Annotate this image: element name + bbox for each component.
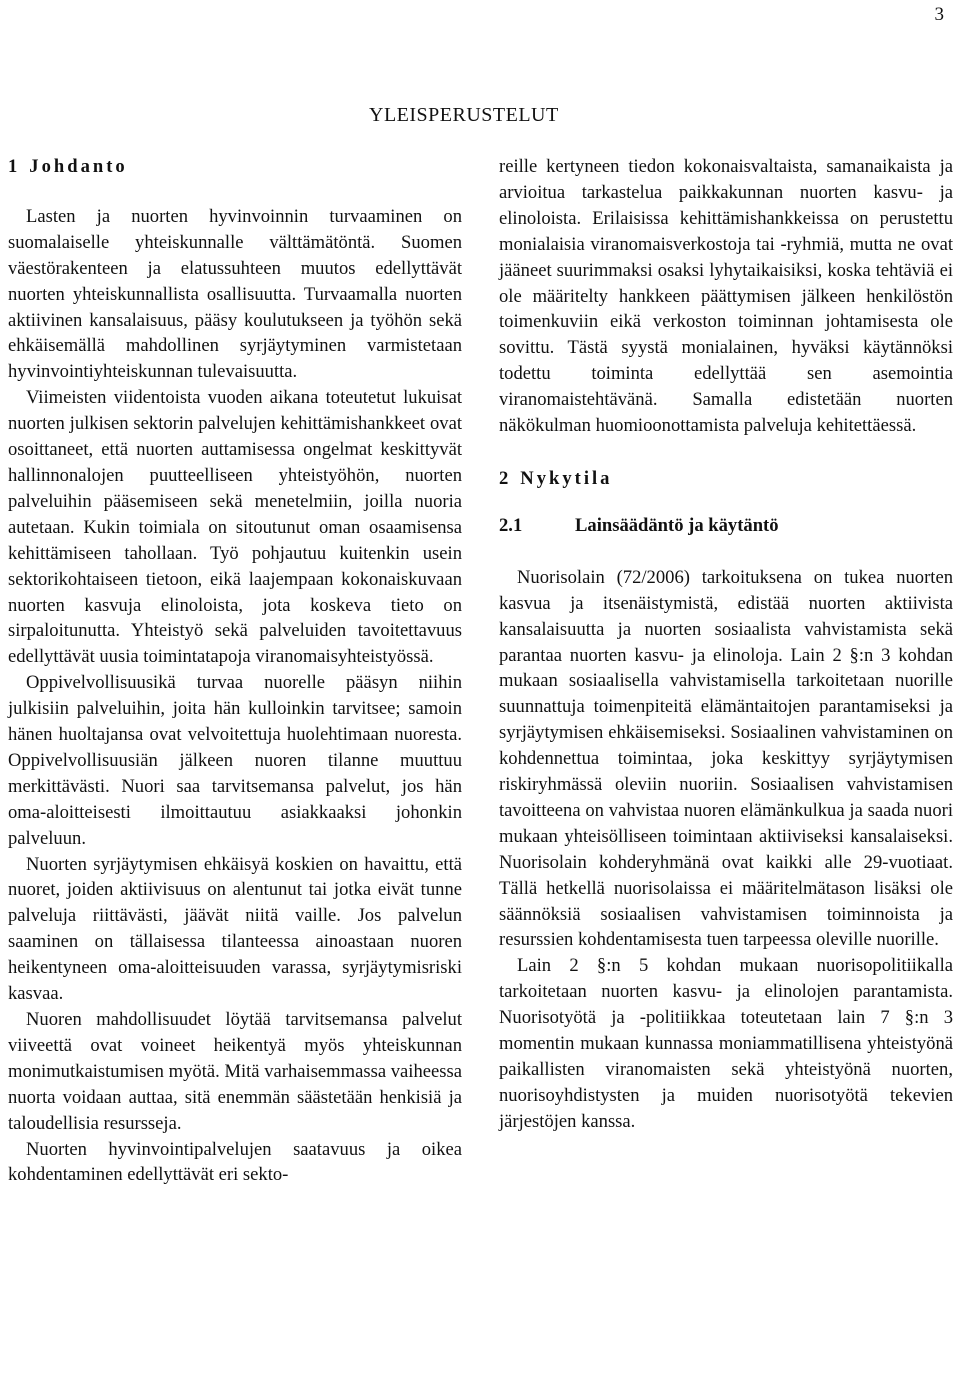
chapter-title: Johdanto — [29, 156, 128, 177]
subsection-heading — [499, 513, 953, 539]
chapter-heading — [499, 466, 953, 492]
chapter-title: Nykytila — [520, 467, 613, 489]
chapter-heading — [8, 154, 462, 180]
continuation-paragraph: reille kertyneen tiedon kokonaisvaltaista, samanaikaista ja arvioitua tarkastelua paikkakunnan nuorten kasvu- ja elinoloista. Erilaisissa kehittämishankkeissa on perustettu monialaisia viranomaisverkostoja tai -ryhmiä, mutta ne ovat jääneet suurimmaksi osaksi lyhytaikaisiksi, koska tehtäviä ei ole määritelty hankkeen päättymisen jälkeen henkilöstön toimenkuviin eikä verkoston toiminnan johtamisesta ole sovittu. Tästä syystä monialainen, hyväksi käytännöksi todettu toiminta edellyttää sen asemointia viranomaistehtävänä. Samalla edistetään nuorten näkökulman huomioonottamista palveluja kehitettäessä. — [499, 156, 953, 437]
paragraph: Lain 2 §:n 5 kohdan mukaan nuorisopolitiikalla tarkoitetaan nuorten kasvu- ja elinolojen parantamista. Nuorisotyötä ja -politiikkaa toteutetaan lain 7 §:n 3 momentin mukaan kunnassa moniammatillisena yhteistyönä paikallisten viranomaisten sekä yhteistyönä nuorten, nuorisoyhdistysten ja muiden nuorisotyötä tekevien järjestöjen kanssa. — [499, 955, 953, 1132]
paragraph: Nuorten hyvinvointipalvelujen saatavuus ja oikea kohdentaminen edellyttävät eri sekto- — [8, 1138, 462, 1186]
paragraph: Nuoren mahdollisuudet löytää tarvitsemansa palvelut viiveettä ovat voineet heikentyä myös yhteiskunnan monimutkaistumisen myötä. Mitä varhaisemmassa vaiheessa nuorta voidaan auttaa, sitä enemmän säästetään henkisiä ja taloudellisia resursseja. — [8, 1009, 462, 1134]
left-column — [8, 154, 462, 1188]
chapter-number: 2 — [499, 467, 509, 489]
paragraph: Oppivelvollisuusikä turvaa nuorelle pääsyn niihin julkisiin palveluihin, joita hän kulloinkin tarvitsee; samoin hänen huoltajansa ovat velvoitettuja huolehtimaan nuoresta. Oppivelvollisuusiän jälkeen nuoren tilanne muuttuu merkittävästi. Nuori saa tarvitsemansa palvelut, jos hän oma-aloitteisesti ilmoittautuu asiakkaaksi johonkin palveluun. — [8, 672, 462, 849]
paragraph: Nuorisolain (72/2006) tarkoituksena on tukea nuorten kasvua ja itsenäistymistä, edistää nuorten aktiivista kansalaisuutta ja nuorten sosiaalista vahvistamista sekä parantaa nuorten kasvu- ja elinoloja. Lain 2 §:n 3 kohdan mukaan sosiaalisella vahvistamisella tarkoitetaan nuorille suunnattuja toimenpiteitä elämäntaitojen parantamiseksi ja syrjäytymisen ehkäisemiseksi. Sosiaalinen vahvistaminen on kohdennettua toimintaa, joka keskittyy syrjäytymisen riskiryhmässä oleviin nuoriin. Sosiaalisen vahvistamisen tavoitteena on vahvistaa nuoren elämänkulkua ja saada nuori mukaan yhteisölliseen toimintaan aktiiviseksi kansalaiseksi. Nuorisolain kohderyhmänä ovat kaikki alle 29-vuotiaat. Tällä hetkellä nuorisolaissa ei määritelmätason lisäksi ole säännöksiä sosiaalisen vahvistamisen toiminnoista ja resurssien kohdentamisesta tuen tarpeessa oleville nuorille. — [499, 566, 953, 951]
paragraph: Nuorten syrjäytymisen ehkäisyä koskien on havaittu, että nuoret, joiden aktiivisuus on alentunut tai jotka eivät tunne palveluja riittävästi, jäävät niitä vaille. Jos palvelun saaminen on tällaisessa tilanteessa ainoastaan nuoren heikentyneen oma-aloitteisuuden varassa, syrjäytymisriski kasvaa. — [8, 853, 462, 1005]
section-header: YLEISPERUSTELUT — [369, 104, 559, 126]
paragraph: Viimeisten viidentoista vuoden aikana toteutetut lukuisat nuorten julkisen sektorin palvelujen kehittämishankkeet ovat osoittaneet, että nuorten auttamisessa ongelmat keskittyvät hallinnonalojen puutteelliseen yhteistyöhön, nuorten palveluihin pääsemiseen sekä menetelmiin, joilla nuoria autetaan. Kukin toimiala on sitoutunut oman osaamisensa kehittämiseen tahollaan. Työ pohjautuu kuitenkin usein sektorikohtaiseen tietoon, eikä laajempaan kokonaiskuvaan nuorten kasvuja elinoloista, jota koskeva tieto on sirpaloitunutta. Yhteistyö sekä palveluiden tavoitettavuus edellyttävät uusia toimintatapoja viranomaisyhteistyössä. — [8, 387, 462, 668]
subsection-number: 2.1 — [499, 514, 523, 536]
right-column — [499, 154, 953, 1135]
page-number: 3 — [934, 4, 944, 25]
subsection-title: Lainsäädäntö ja käytäntö — [575, 514, 779, 536]
paragraph: Lasten ja nuorten hyvinvoinnin turvaaminen on suomalaiselle yhteiskunnalle välttämätöntä. Suomen väestörakenteen ja elatussuhteen muutos edellyttävät nuorten yhteiskunnallista osallisuutta. Turvaamalla nuorten aktiivinen kansalaisuus, pääsy koulutukseen ja työhön sekä ehkäisemällä mahdollinen syrjäytyminen varmistetaan hyvinvointiyhteiskunnan tulevaisuutta. — [8, 205, 462, 383]
chapter-number: 1 — [8, 156, 18, 177]
